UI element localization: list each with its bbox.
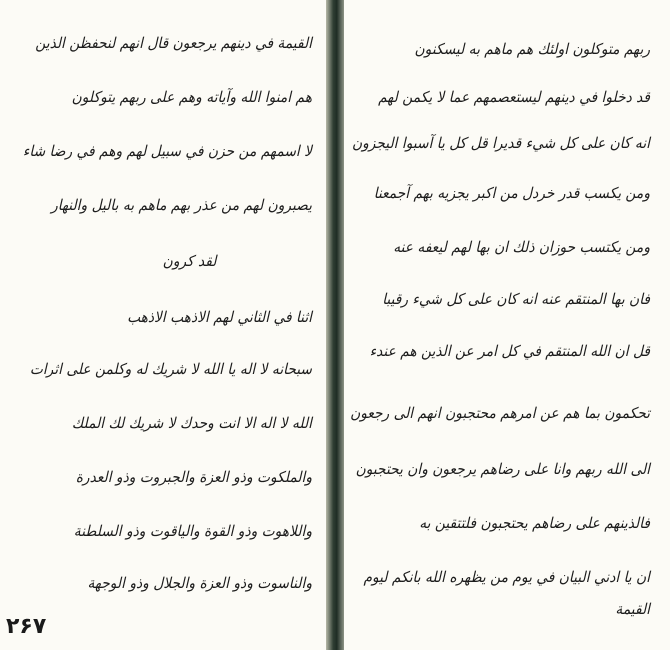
right-line-12: القيمة: [615, 600, 650, 618]
left-line-6: اثنا في الثاني لهم الاذهب الاذهب: [127, 308, 312, 326]
right-line-5: ومن يكتسب حوزان ذلك ان بها لهم ليعفه عنه: [393, 238, 650, 256]
left-line-4: يصبرون لهم من عذر بهم ماهم به باليل والنهار: [51, 196, 312, 214]
right-page: [344, 0, 670, 650]
left-line-2: هم امنوا الله وآياته وهم على ربهم يتوكلون: [71, 88, 313, 106]
left-line-1: القيمة في دينهم يرجعون قال انهم لنحفظن الذين: [35, 34, 312, 52]
right-line-1: ربهم متوكلون اولئك هم ماهم به ليسكنون: [414, 40, 650, 58]
left-line-11: والناسوت وذو العزة والجلال وذو الوجهة: [87, 574, 313, 592]
right-line-10: فالذينهم على رضاهم يحتجبون فلتتقين به: [419, 514, 650, 532]
left-page-text: [0, 0, 326, 650]
left-line-10: واللاهوت وذو القوة والياقوت وذو السلطنة: [73, 522, 313, 540]
page-number: ۲۶۷: [6, 614, 47, 639]
right-line-4: ومن يكسب قدر خردل من اكبر يجزيه بهم آجمعنا: [373, 184, 650, 202]
right-line-2: قد دخلوا في دينهم ليستعصمهم عما لا يكمن لهم: [378, 88, 650, 106]
right-line-11: ان يا ادني البيان في يوم من يظهره الله بانكم ليوم: [363, 568, 650, 586]
left-page: [0, 0, 326, 650]
book-gutter: [326, 0, 344, 650]
right-line-6: فان بها المنتقم عنه انه كان على كل شيء رقيبا: [382, 290, 650, 308]
left-line-7: سبحانه لا اله يا الله لا شريك له وكلمن على اثرات: [29, 360, 312, 378]
left-line-3: لا اسمهم من حزن في سبيل لهم وهم في رضا شاء: [22, 142, 312, 160]
right-line-3: انه كان على كل شيء قديرا قل كل يا آسبوا اليجزون: [351, 134, 650, 152]
left-line-9: والملكوت وذو العزة والجبروت وذو العدرة: [75, 468, 312, 486]
left-line-8: الله لا اله الا انت وحدك لا شريك لك الملك: [71, 414, 312, 432]
right-line-8: تحكمون بما هم عن امرهم محتجبون انهم الى رجعون: [350, 404, 650, 422]
right-line-9: الى الله ربهم وانا على رضاهم يرجعون وان يحتجبون: [355, 460, 650, 478]
right-line-7: قل ان الله المنتقم في كل امر عن الذين هم عندء: [369, 342, 650, 360]
right-page-text: [344, 0, 670, 650]
left-line-5: لقد كرون: [162, 252, 216, 270]
